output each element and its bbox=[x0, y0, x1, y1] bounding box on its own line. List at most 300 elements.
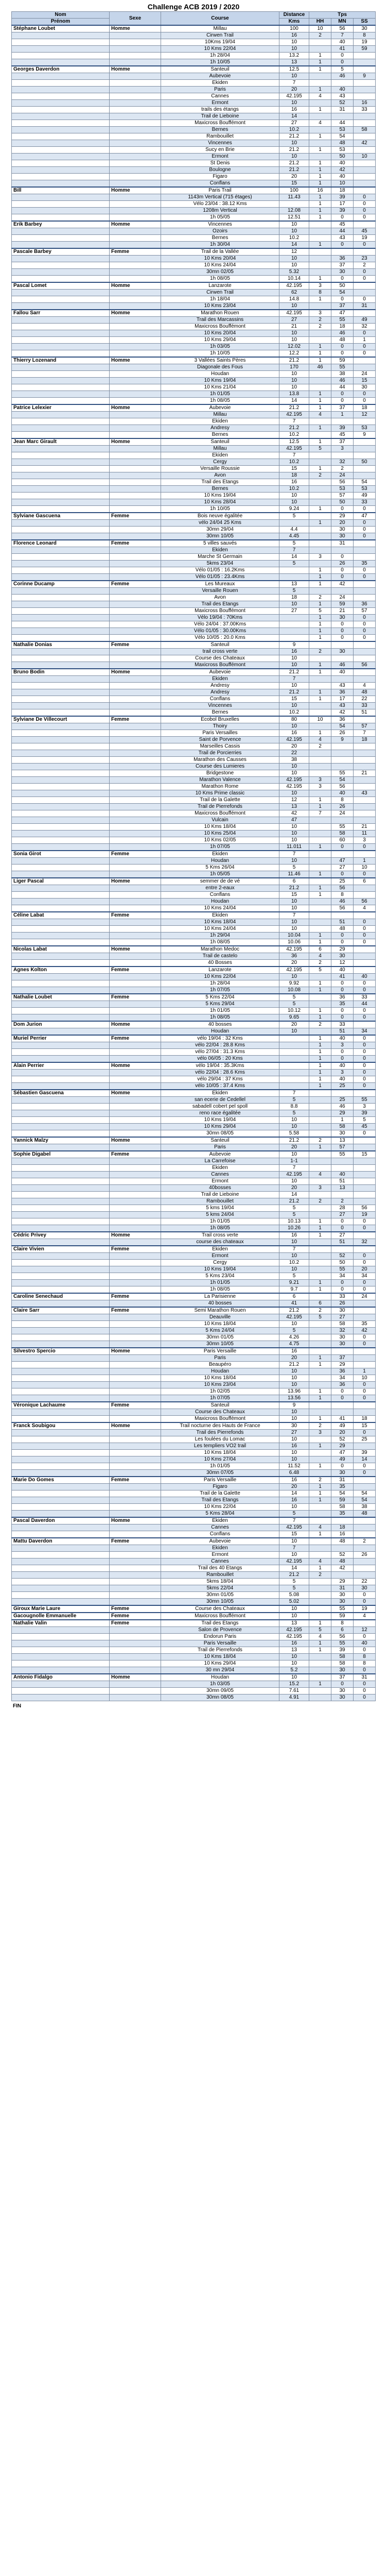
race-ss: 20 bbox=[354, 1266, 376, 1273]
race-course: Ekiden bbox=[161, 1545, 279, 1552]
race-ss: 0 bbox=[354, 1592, 376, 1599]
runner-name bbox=[12, 621, 110, 628]
runner-name bbox=[12, 87, 110, 93]
race-kms: 16 bbox=[279, 1348, 309, 1355]
runner-sexe bbox=[110, 844, 161, 851]
runner-name: Claire Sarr bbox=[12, 1307, 110, 1314]
race-course: 40 Bosses bbox=[161, 960, 279, 967]
race-kms: 14 bbox=[279, 398, 309, 405]
race-mn: 58 bbox=[331, 831, 354, 837]
race-ss bbox=[354, 581, 376, 588]
runner-name bbox=[12, 1280, 110, 1286]
table-row bbox=[12, 946, 376, 953]
table-row bbox=[12, 615, 376, 621]
runner-name: Patrice Lelexier bbox=[12, 404, 110, 412]
race-hh: 1 bbox=[309, 1280, 331, 1286]
race-hh bbox=[309, 1192, 331, 1198]
runner-sexe bbox=[110, 1599, 161, 1606]
race-course: 1h 01/05 bbox=[161, 1280, 279, 1286]
race-ss: 51 bbox=[354, 709, 376, 717]
race-kms: 14 bbox=[279, 113, 309, 120]
table-row bbox=[12, 919, 376, 926]
runner-sexe bbox=[110, 1321, 161, 1328]
runner-name: Caroline Senechaud bbox=[12, 1293, 110, 1300]
race-ss: 16 bbox=[354, 100, 376, 107]
race-kms: 20 bbox=[279, 743, 309, 750]
race-course: 10 Kms 19/04 bbox=[161, 493, 279, 499]
runner-name: Nathalie Donias bbox=[12, 641, 110, 649]
race-course: 5kms 23/04 bbox=[161, 561, 279, 567]
race-mn: 29 bbox=[331, 513, 354, 520]
table-row bbox=[12, 1137, 376, 1144]
race-ss: 0 bbox=[354, 330, 376, 337]
race-kms: 27 bbox=[279, 1430, 309, 1436]
runner-name: Florence Leonard bbox=[12, 540, 110, 547]
race-hh: 1 bbox=[309, 506, 331, 513]
runner-name bbox=[12, 1599, 110, 1606]
race-hh bbox=[309, 452, 331, 459]
race-course: Houdan bbox=[161, 1674, 279, 1681]
runner-sexe: Femme bbox=[110, 1402, 161, 1409]
table-row bbox=[12, 1674, 376, 1681]
race-hh bbox=[309, 513, 331, 520]
race-course: Houdan bbox=[161, 1368, 279, 1375]
race-mn: 7 bbox=[331, 32, 354, 39]
race-ss bbox=[354, 1558, 376, 1565]
race-mn: 0 bbox=[331, 1218, 354, 1225]
race-course: 1h 30/04 bbox=[161, 242, 279, 249]
race-ss: 55 bbox=[354, 1097, 376, 1104]
race-mn: 37 bbox=[331, 1355, 354, 1362]
table-row bbox=[12, 1524, 376, 1531]
race-ss: 0 bbox=[354, 1260, 376, 1266]
race-hh: 1 bbox=[309, 438, 331, 446]
runner-name bbox=[12, 1328, 110, 1334]
race-mn bbox=[331, 418, 354, 425]
race-kms: 5.08 bbox=[279, 1592, 309, 1599]
race-mn: 40 bbox=[331, 790, 354, 797]
race-kms: 21.2 bbox=[279, 885, 309, 892]
race-mn: 27 bbox=[331, 865, 354, 871]
runner-sexe bbox=[110, 831, 161, 837]
race-mn: 30 bbox=[331, 1130, 354, 1138]
race-ss: 0 bbox=[354, 533, 376, 540]
runner-name bbox=[12, 53, 110, 59]
race-mn: 30 bbox=[331, 953, 354, 960]
race-hh bbox=[309, 269, 331, 276]
runner-name bbox=[12, 1585, 110, 1592]
race-mn: 0 bbox=[331, 933, 354, 939]
race-kms: 10 bbox=[279, 770, 309, 777]
runner-sexe bbox=[110, 167, 161, 174]
race-mn: 39 bbox=[331, 208, 354, 214]
race-ss: 0 bbox=[354, 1225, 376, 1232]
race-hh bbox=[309, 384, 331, 391]
race-hh bbox=[309, 127, 331, 133]
race-kms: 5 bbox=[279, 561, 309, 567]
race-ss bbox=[354, 282, 376, 290]
runner-sexe bbox=[110, 1355, 161, 1362]
race-hh: 1 bbox=[309, 1681, 331, 1688]
table-row bbox=[12, 506, 376, 513]
race-mn: 36 bbox=[331, 994, 354, 1001]
race-mn: 30 bbox=[331, 527, 354, 533]
race-hh: 4 bbox=[309, 412, 331, 418]
runner-sexe bbox=[110, 987, 161, 994]
race-course: Trail des Marcassins bbox=[161, 317, 279, 324]
race-course: Aubevoie bbox=[161, 1151, 279, 1158]
race-course: Conflans bbox=[161, 892, 279, 899]
table-row bbox=[12, 25, 376, 32]
race-course: 1h 10/05 bbox=[161, 506, 279, 513]
race-course: Ekiden bbox=[161, 676, 279, 683]
runner-name bbox=[12, 817, 110, 824]
race-ss: 0 bbox=[354, 621, 376, 628]
table-row bbox=[12, 1049, 376, 1056]
race-kms: 6 bbox=[279, 1293, 309, 1300]
race-course: vélo 22/04 : 28.6 Kms bbox=[161, 1070, 279, 1076]
race-kms: 20 bbox=[279, 174, 309, 180]
table-row bbox=[12, 147, 376, 154]
runner-name bbox=[12, 262, 110, 269]
runner-name bbox=[12, 655, 110, 662]
table-row bbox=[12, 330, 376, 337]
race-course: Avon bbox=[161, 472, 279, 479]
runner-name bbox=[12, 1212, 110, 1218]
race-kms: 10.2 bbox=[279, 432, 309, 439]
runner-sexe bbox=[110, 466, 161, 472]
table-row bbox=[12, 350, 376, 358]
runner-sexe bbox=[110, 446, 161, 452]
race-course: Course des Lumieres bbox=[161, 764, 279, 770]
header-ss: SS bbox=[354, 19, 376, 26]
runner-sexe bbox=[110, 1076, 161, 1083]
race-hh: 8 bbox=[309, 290, 331, 296]
race-course: Rambouillet bbox=[161, 1572, 279, 1579]
runner-sexe bbox=[110, 1456, 161, 1463]
runner-sexe: Homme bbox=[110, 25, 161, 32]
race-mn: 30 bbox=[331, 1599, 354, 1606]
runner-sexe bbox=[110, 344, 161, 350]
race-hh: 1 bbox=[309, 180, 331, 188]
race-hh bbox=[309, 723, 331, 730]
race-kms: 10 bbox=[279, 371, 309, 378]
race-course: Paris Versailles bbox=[161, 730, 279, 737]
race-ss: 31 bbox=[354, 303, 376, 310]
race-ss bbox=[354, 655, 376, 662]
runner-sexe: Homme bbox=[110, 1674, 161, 1681]
race-ss: 48 bbox=[354, 1511, 376, 1518]
race-ss: 54 bbox=[354, 479, 376, 486]
race-ss bbox=[354, 960, 376, 967]
race-kms: 1-1 bbox=[279, 1158, 309, 1165]
race-hh: 1 bbox=[309, 1395, 331, 1402]
table-row bbox=[12, 1585, 376, 1592]
race-mn: 0 bbox=[331, 980, 354, 987]
runner-sexe bbox=[110, 899, 161, 905]
table-row bbox=[12, 608, 376, 615]
race-course: 1208m Vertical bbox=[161, 208, 279, 214]
race-hh: 1 bbox=[309, 689, 331, 696]
runner-name bbox=[12, 1056, 110, 1063]
race-mn: 56 bbox=[331, 479, 354, 486]
race-hh: 1 bbox=[309, 398, 331, 405]
runner-name bbox=[12, 1110, 110, 1117]
race-course: Figaro bbox=[161, 174, 279, 180]
race-hh bbox=[309, 1688, 331, 1694]
race-hh bbox=[309, 493, 331, 499]
race-mn: 45 bbox=[331, 221, 354, 228]
race-kms: 20 bbox=[279, 87, 309, 93]
race-ss: 4 bbox=[354, 905, 376, 912]
race-ss bbox=[354, 797, 376, 804]
table-row bbox=[12, 1375, 376, 1382]
runner-name bbox=[12, 844, 110, 851]
runner-sexe: Homme bbox=[110, 1021, 161, 1028]
race-mn bbox=[331, 1246, 354, 1253]
race-ss bbox=[354, 1348, 376, 1355]
table-row bbox=[12, 1430, 376, 1436]
race-course: Ermont bbox=[161, 1178, 279, 1185]
race-course: Maxicross Bouffémont bbox=[161, 324, 279, 330]
race-ss: 0 bbox=[354, 1667, 376, 1674]
table-row bbox=[12, 1232, 376, 1239]
race-hh bbox=[309, 154, 331, 160]
race-ss bbox=[354, 743, 376, 750]
runner-sexe bbox=[110, 53, 161, 59]
race-hh bbox=[309, 1605, 331, 1613]
race-mn: 29 bbox=[331, 1443, 354, 1450]
runner-sexe bbox=[110, 547, 161, 554]
race-ss bbox=[354, 1517, 376, 1524]
runner-name bbox=[12, 1647, 110, 1654]
runner-sexe bbox=[110, 350, 161, 358]
race-ss bbox=[354, 595, 376, 601]
runner-name bbox=[12, 737, 110, 743]
race-ss bbox=[354, 967, 376, 974]
runner-sexe bbox=[110, 790, 161, 797]
race-ss: 12 bbox=[354, 1627, 376, 1634]
race-ss: 49 bbox=[354, 317, 376, 324]
race-kms: 47 bbox=[279, 817, 309, 824]
race-course: trails des étangs bbox=[161, 107, 279, 113]
runner-sexe bbox=[110, 214, 161, 222]
race-hh: 1 bbox=[309, 1070, 331, 1076]
race-mn: 58 bbox=[331, 1660, 354, 1667]
runner-name bbox=[12, 703, 110, 709]
race-mn: 32 bbox=[331, 459, 354, 466]
race-ss: 48 bbox=[354, 689, 376, 696]
race-hh: 1 bbox=[309, 201, 331, 208]
runner-sexe bbox=[110, 59, 161, 66]
race-course: Ekiden bbox=[161, 418, 279, 425]
runner-sexe bbox=[110, 561, 161, 567]
race-ss: 0 bbox=[354, 1014, 376, 1022]
race-mn: 45 bbox=[331, 432, 354, 439]
race-ss bbox=[354, 540, 376, 547]
runner-name bbox=[12, 676, 110, 683]
race-hh bbox=[309, 905, 331, 912]
race-kms: 10 bbox=[279, 262, 309, 269]
table-row bbox=[12, 432, 376, 439]
runner-name: Nathalie Valin bbox=[12, 1620, 110, 1627]
race-course: Course des Chateaux bbox=[161, 1409, 279, 1416]
race-ss: 10 bbox=[354, 865, 376, 871]
race-hh: 2 bbox=[309, 317, 331, 324]
race-course: Bernes bbox=[161, 709, 279, 717]
runner-name bbox=[12, 364, 110, 371]
race-course: Houdan bbox=[161, 1028, 279, 1036]
race-kms: 10.2 bbox=[279, 127, 309, 133]
runner-sexe: Homme bbox=[110, 66, 161, 73]
race-course: 30mn 29/04 bbox=[161, 527, 279, 533]
race-mn bbox=[331, 547, 354, 554]
runner-name bbox=[12, 167, 110, 174]
race-hh: 1 bbox=[309, 628, 331, 635]
race-course: Paris Versaille bbox=[161, 1477, 279, 1484]
table-row bbox=[12, 154, 376, 160]
race-ss: 42 bbox=[354, 140, 376, 147]
race-kms: 10 bbox=[279, 140, 309, 147]
runner-name: Yannick Malzy bbox=[12, 1137, 110, 1144]
runner-name bbox=[12, 533, 110, 540]
race-course: 1h 01/05 bbox=[161, 391, 279, 398]
race-mn: 42 bbox=[331, 1565, 354, 1572]
race-mn: 56 bbox=[331, 25, 354, 32]
race-ss bbox=[354, 1355, 376, 1362]
table-row bbox=[12, 1158, 376, 1165]
race-hh: 1 bbox=[309, 601, 331, 608]
race-hh bbox=[309, 547, 331, 554]
runner-sexe bbox=[110, 926, 161, 933]
race-ss: 2 bbox=[354, 1538, 376, 1545]
race-mn: 60 bbox=[331, 837, 354, 844]
race-course: Lanzarote bbox=[161, 282, 279, 290]
race-hh bbox=[309, 80, 331, 87]
race-kms: 5.58 bbox=[279, 1130, 309, 1138]
race-ss: 56 bbox=[354, 899, 376, 905]
runner-name bbox=[12, 871, 110, 878]
race-hh bbox=[309, 303, 331, 310]
race-mn: 57 bbox=[331, 493, 354, 499]
runner-sexe bbox=[110, 1416, 161, 1423]
race-mn: 43 bbox=[331, 93, 354, 100]
table-row bbox=[12, 1205, 376, 1212]
table-row bbox=[12, 1660, 376, 1667]
race-course: Houdan bbox=[161, 371, 279, 378]
runner-name bbox=[12, 689, 110, 696]
runner-sexe bbox=[110, 533, 161, 540]
runner-sexe bbox=[110, 256, 161, 262]
race-hh bbox=[309, 912, 331, 919]
race-hh bbox=[309, 235, 331, 242]
runner-sexe bbox=[110, 905, 161, 912]
race-hh: 2 bbox=[309, 960, 331, 967]
race-hh: 1 bbox=[309, 1042, 331, 1049]
table-row bbox=[12, 364, 376, 371]
table-row bbox=[12, 1654, 376, 1660]
runner-name bbox=[12, 1097, 110, 1104]
race-hh: 1 bbox=[309, 987, 331, 994]
race-course: 5 Kms 24/04 bbox=[161, 1328, 279, 1334]
runner-name bbox=[12, 1185, 110, 1192]
race-hh bbox=[309, 641, 331, 649]
race-mn bbox=[331, 1192, 354, 1198]
table-row bbox=[12, 527, 376, 533]
race-course: Ecobol Bruxelles bbox=[161, 716, 279, 723]
race-ss: 0 bbox=[354, 980, 376, 987]
runner-sexe bbox=[110, 1572, 161, 1579]
runner-sexe bbox=[110, 743, 161, 750]
race-mn: 0 bbox=[331, 1286, 354, 1294]
race-kms: 12.5 bbox=[279, 66, 309, 73]
race-hh: 1 bbox=[309, 87, 331, 93]
race-ss: 30 bbox=[354, 384, 376, 391]
race-ss bbox=[354, 810, 376, 817]
runner-sexe bbox=[110, 1592, 161, 1599]
race-mn: 54 bbox=[331, 1490, 354, 1497]
table-row bbox=[12, 53, 376, 59]
runner-name bbox=[12, 1239, 110, 1246]
table-row bbox=[12, 1083, 376, 1090]
race-course: Rambouillet bbox=[161, 133, 279, 140]
table-row bbox=[12, 628, 376, 635]
runner-name bbox=[12, 1205, 110, 1212]
race-course: 1h 10/05 bbox=[161, 350, 279, 358]
race-hh bbox=[309, 1579, 331, 1585]
race-mn: 37 bbox=[331, 262, 354, 269]
race-kms: 22 bbox=[279, 750, 309, 757]
race-kms: 10 bbox=[279, 905, 309, 912]
runner-name: Liger Pascal bbox=[12, 878, 110, 885]
table-row bbox=[12, 601, 376, 608]
race-hh bbox=[309, 1097, 331, 1104]
race-course: Cergy bbox=[161, 459, 279, 466]
race-hh bbox=[309, 1545, 331, 1552]
race-hh: 1 bbox=[309, 885, 331, 892]
race-hh bbox=[309, 757, 331, 764]
race-course: Paris Versaille bbox=[161, 1348, 279, 1355]
race-course: Diagonale des Fous bbox=[161, 364, 279, 371]
runner-sexe bbox=[110, 1511, 161, 1518]
race-ss bbox=[354, 1144, 376, 1151]
race-hh: 3 bbox=[309, 282, 331, 290]
race-hh bbox=[309, 676, 331, 683]
table-row bbox=[12, 1246, 376, 1253]
race-ss bbox=[354, 804, 376, 810]
runner-name bbox=[12, 1463, 110, 1470]
table-row bbox=[12, 757, 376, 764]
race-mn: 26 bbox=[331, 730, 354, 737]
race-mn: 27 bbox=[331, 1232, 354, 1239]
race-course: Aubevoie bbox=[161, 404, 279, 412]
runner-name bbox=[12, 1273, 110, 1280]
race-ss: 0 bbox=[354, 987, 376, 994]
challenge-table bbox=[11, 2, 376, 1701]
race-course: 10 Kms 18/04 bbox=[161, 1321, 279, 1328]
race-course: semmer de de vé bbox=[161, 878, 279, 885]
race-course: vélo 29/04 : 37 Kms bbox=[161, 1076, 279, 1083]
runner-sexe: Homme bbox=[110, 1090, 161, 1097]
race-course: Millau bbox=[161, 25, 279, 32]
race-hh: 1 bbox=[309, 1056, 331, 1063]
runner-name bbox=[12, 290, 110, 296]
race-ss: 0 bbox=[354, 527, 376, 533]
race-mn: 13 bbox=[331, 1137, 354, 1144]
race-hh bbox=[309, 1212, 331, 1218]
runner-sexe bbox=[110, 817, 161, 824]
race-hh bbox=[309, 974, 331, 980]
